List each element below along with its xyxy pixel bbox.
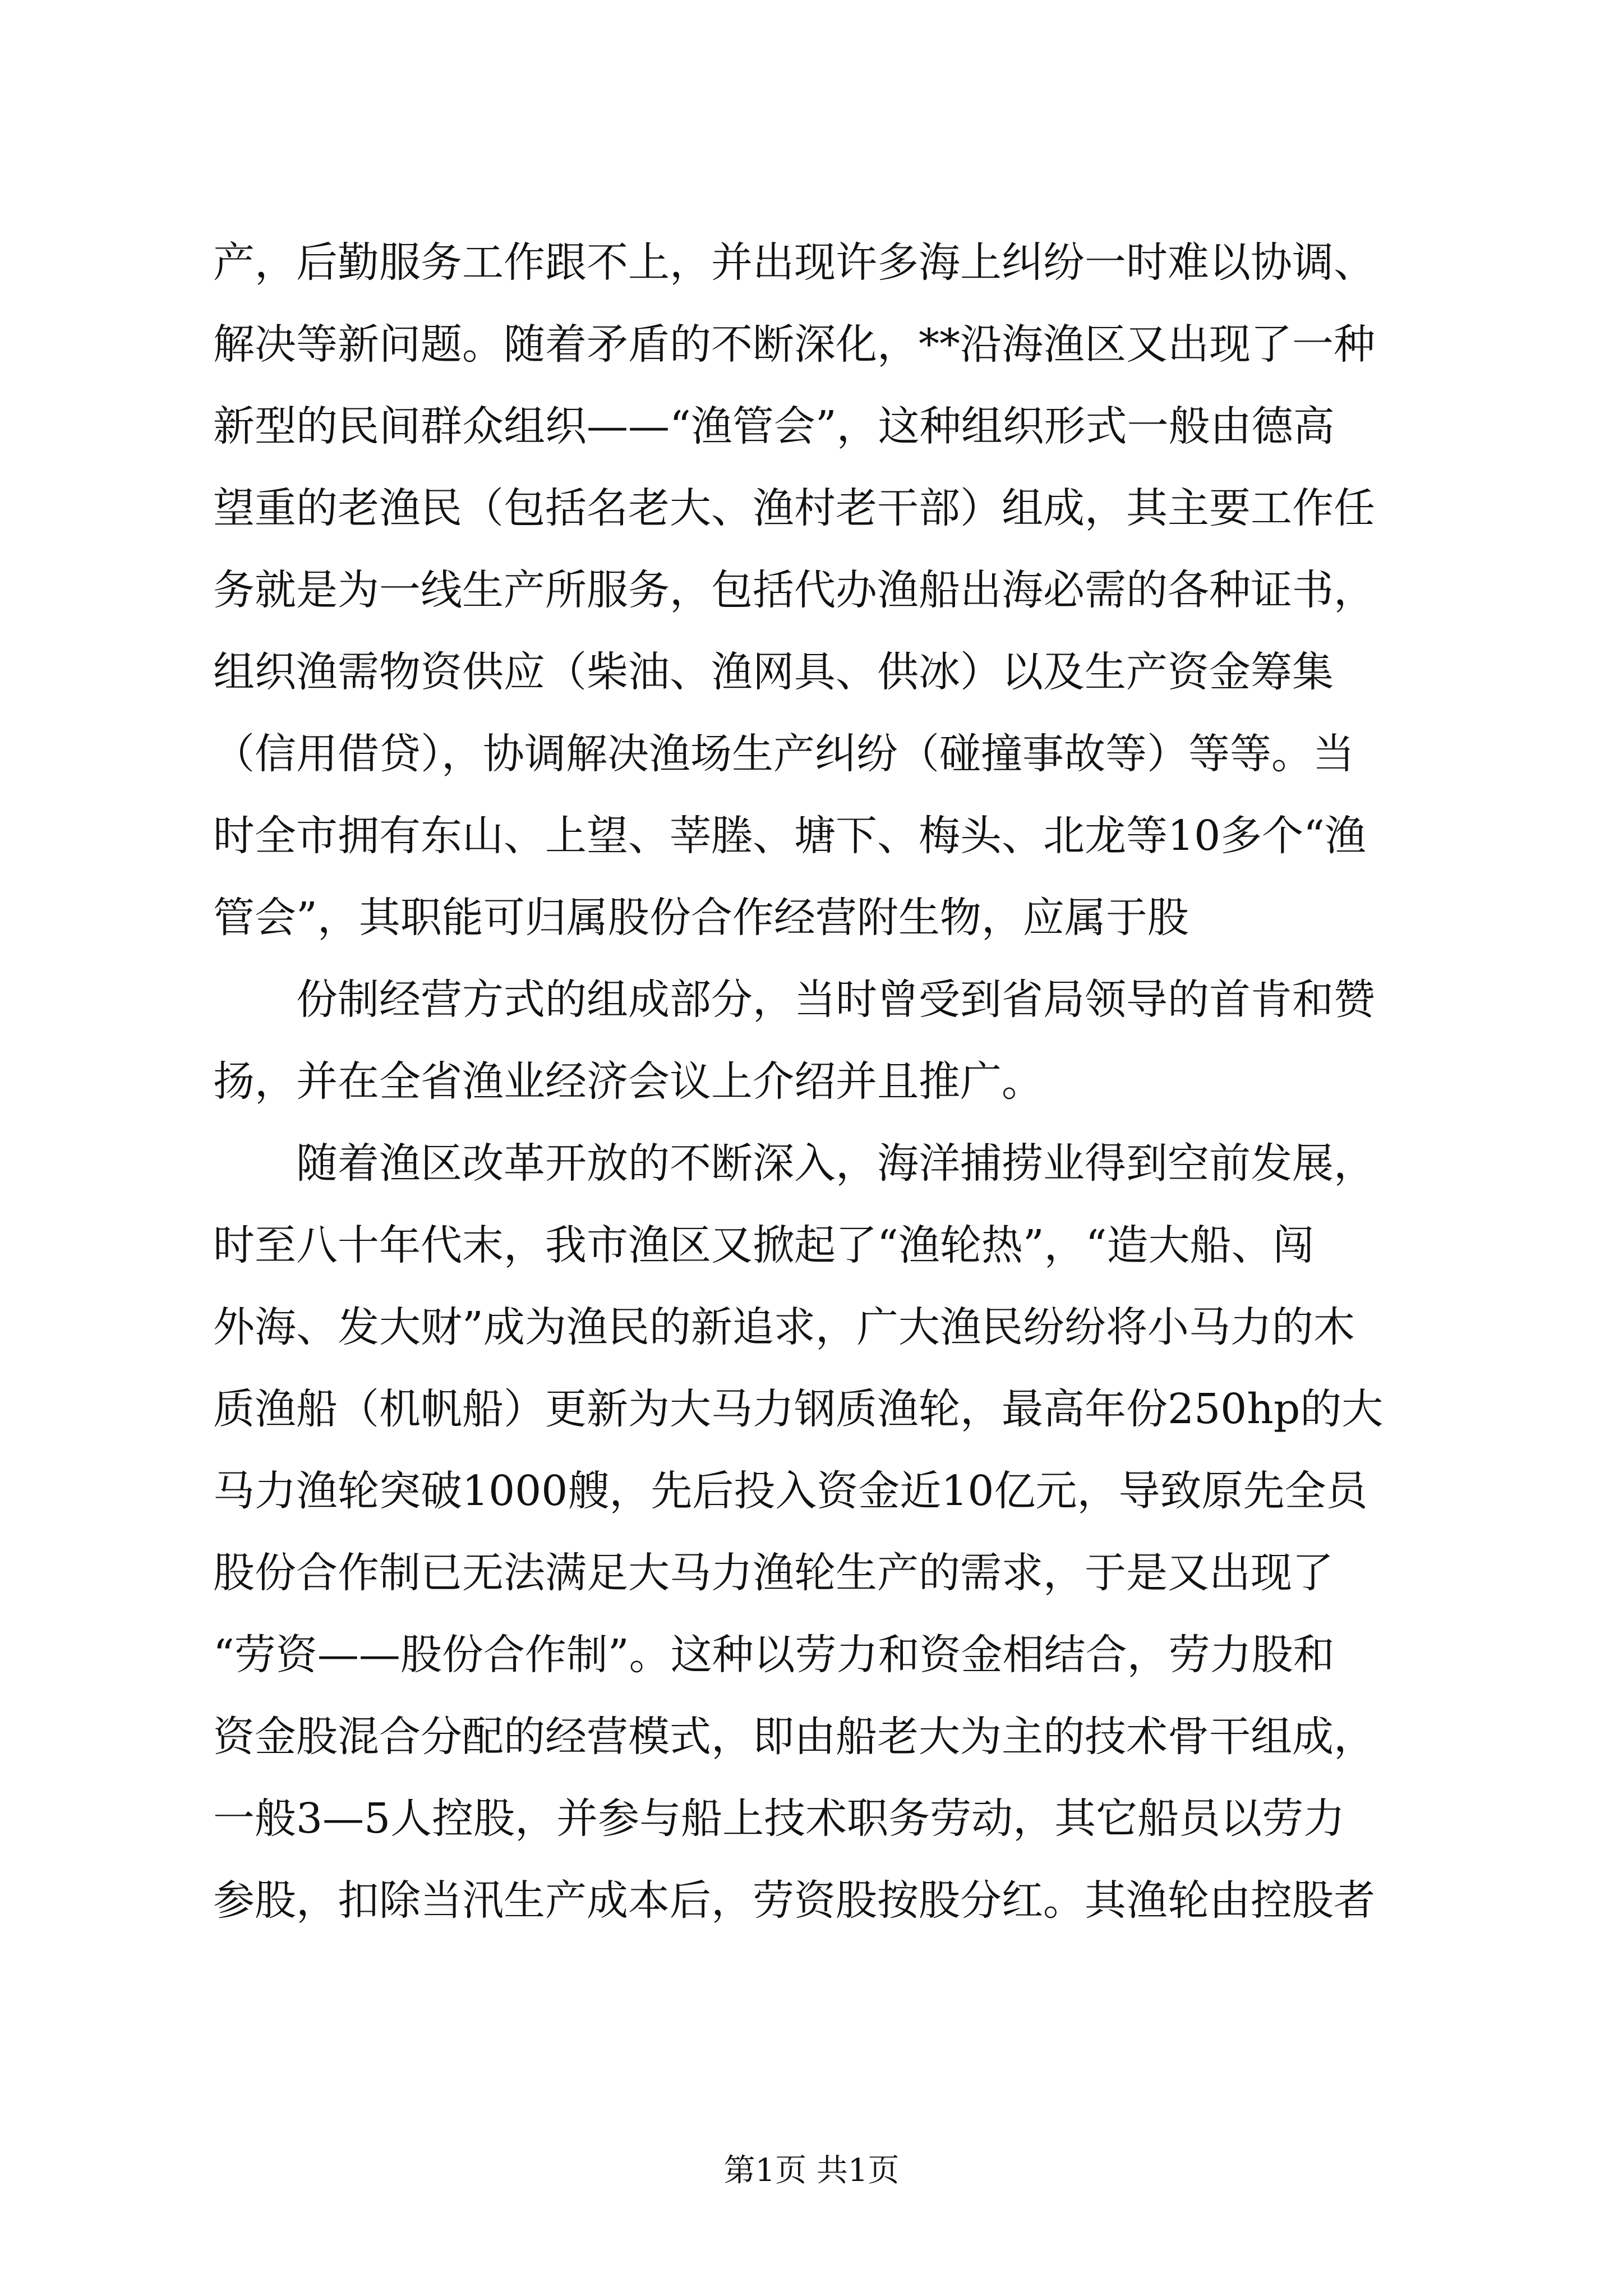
text-line: 务就是为一线生产所服务，包括代办渔船出海必需的各种证书， <box>213 566 1375 614</box>
text-line: 新型的民间群众组织——“渔管会”，这种组织形式一般由德高 <box>213 402 1335 450</box>
text-line: 质渔船（机帆船）更新为大马力钢质渔轮，最高年份250hp的大 <box>213 1385 1384 1433</box>
text-line: 随着渔区改革开放的不断深入，海洋捕捞业得到空前发展， <box>296 1139 1375 1188</box>
text-line: 一般3—5人控股，并参与船上技术职务劳动，其它船员以劳力 <box>213 1795 1345 1843</box>
text-line: 扬，并在全省渔业经济会议上介绍并且推广。 <box>213 1057 1043 1106</box>
document-body <box>213 222 1450 1941</box>
text-line: 马力渔轮突破1000艘，先后投入资金近10亿元，导致原先全员 <box>213 1467 1368 1515</box>
text-line: “劳资——股份合作制”。这种以劳力和资金相结合，劳力股和 <box>213 1631 1335 1679</box>
text-line: 组织渔需物资供应（柴油、渔网具、供冰）以及生产资金筹集 <box>213 648 1334 696</box>
text-line: 时全市拥有东山、上望、莘塍、塘下、梅头、北龙等10多个“渔 <box>213 812 1366 860</box>
text-line: 时至八十年代末，我市渔区又掀起了“渔轮热”，“造大船、闯 <box>213 1221 1315 1269</box>
page-footer: 第1页 共1页 <box>723 2152 900 2189</box>
text-line: 解决等新问题。随着矛盾的不断深化，**沿海渔区又出现了一种 <box>213 320 1375 369</box>
text-line: 外海、发大财”成为渔民的新追求，广大渔民纷纷将小马力的木 <box>213 1303 1355 1351</box>
text-line: 股份合作制已无法满足大马力渔轮生产的需求，于是又出现了 <box>213 1549 1334 1597</box>
text-line: （信用借贷），协调解决渔场生产纠纷（碰撞事故等）等等。当 <box>213 730 1354 778</box>
text-line: 望重的老渔民（包括名老大、渔村老干部）组成，其主要工作任 <box>213 484 1375 532</box>
text-line: 管会”，其职能可归属股份合作经营附生物，应属于股 <box>213 894 1189 942</box>
text-line: 资金股混合分配的经营模式，即由船老大为主的技术骨干组成， <box>213 1713 1375 1761</box>
text-line: 参股，扣除当汛生产成本后，劳资股按股分红。其渔轮由控股者 <box>213 1876 1375 1925</box>
text-line: 份制经营方式的组成部分，当时曾受到省局领导的首肯和赞 <box>296 976 1375 1024</box>
text-line: 产，后勤服务工作跟不上，并出现许多海上纠纷一时难以协调、 <box>213 238 1375 287</box>
